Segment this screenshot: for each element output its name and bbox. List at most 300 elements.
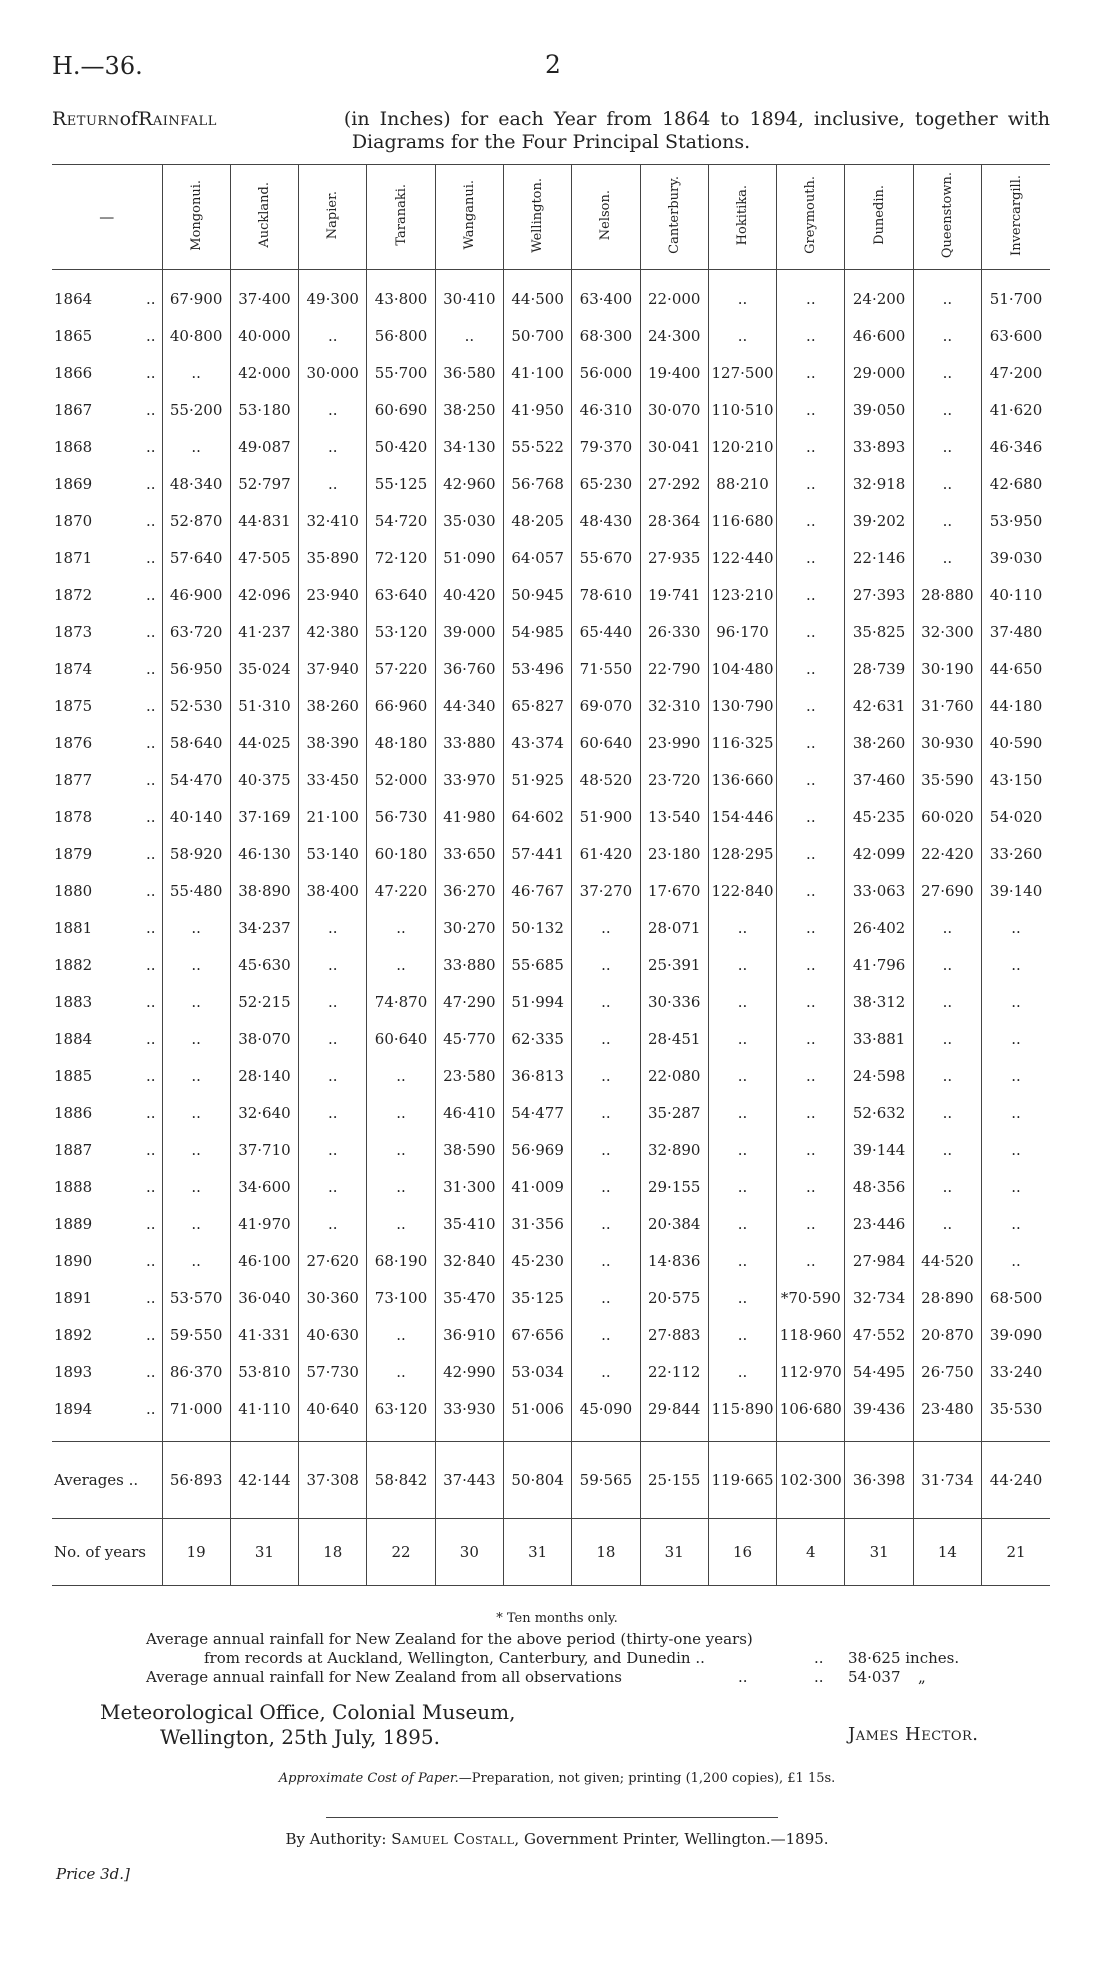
header-row (52, 165, 1050, 270)
spacer-cell (845, 1427, 913, 1442)
value-cell: 56·000 (572, 354, 640, 391)
value-cell: 50·132 (503, 909, 571, 946)
value-cell: .. (913, 317, 981, 354)
value-cell: 67·656 (503, 1316, 571, 1353)
year-label: 1881 (54, 918, 93, 937)
averages-row (52, 1442, 1050, 1519)
authority-post: , Government Printer, Wellington.—1895. (514, 1830, 829, 1848)
value-cell: 73·100 (367, 1279, 435, 1316)
table-row (52, 798, 1050, 835)
year-dots: .. (145, 1177, 156, 1196)
value-cell: 28·140 (230, 1057, 298, 1094)
value-cell: .. (299, 1205, 367, 1242)
station-header (845, 165, 913, 270)
value-cell: .. (572, 1168, 640, 1205)
value-cell: .. (708, 1131, 776, 1168)
printer-name: Samuel Costall (391, 1830, 515, 1848)
value-cell: 13·540 (640, 798, 708, 835)
note-line-3-ditto: „ (918, 1668, 926, 1686)
value-cell: 48·205 (503, 502, 571, 539)
value-cell: 52·530 (162, 687, 230, 724)
average-cell: 50·804 (503, 1442, 571, 1519)
value-cell: 35·287 (640, 1094, 708, 1131)
value-cell: 32·890 (640, 1131, 708, 1168)
value-cell: 69·070 (572, 687, 640, 724)
value-cell: 55·670 (572, 539, 640, 576)
value-cell: 36·910 (435, 1316, 503, 1353)
value-cell: 32·410 (299, 502, 367, 539)
year-cell (52, 687, 162, 724)
years-cell: 14 (913, 1519, 981, 1586)
place-line-1: Meteorological Office, Colonial Museum, (100, 1700, 516, 1724)
value-cell: 23·446 (845, 1205, 913, 1242)
value-cell: 53·496 (503, 650, 571, 687)
station-header (777, 165, 845, 270)
value-cell: .. (777, 1020, 845, 1057)
year-label: 1868 (54, 437, 93, 456)
value-cell: 42·680 (982, 465, 1050, 502)
value-cell: .. (708, 1242, 776, 1279)
value-cell: .. (777, 798, 845, 835)
year-cell (52, 650, 162, 687)
value-cell: 41·796 (845, 946, 913, 983)
value-cell: .. (162, 1057, 230, 1094)
value-cell: 33·650 (435, 835, 503, 872)
value-cell: 26·330 (640, 613, 708, 650)
value-cell: 33·450 (299, 761, 367, 798)
value-cell: 30·410 (435, 270, 503, 318)
page-number: 2 (545, 50, 561, 79)
year-cell (52, 761, 162, 798)
year-label: 1876 (54, 733, 93, 752)
value-cell: .. (913, 909, 981, 946)
value-cell: 33·970 (435, 761, 503, 798)
value-cell: 27·620 (299, 1242, 367, 1279)
note-line-3-value: 54·037 (848, 1668, 901, 1686)
station-name: Nelson. (598, 189, 614, 241)
note-line-1: Average annual rainfall for New Zealand for the above period (thirty-one years) (146, 1630, 753, 1648)
value-cell: 33·240 (982, 1353, 1050, 1390)
value-cell: 46·410 (435, 1094, 503, 1131)
value-cell: 55·685 (503, 946, 571, 983)
value-cell: 79·370 (572, 428, 640, 465)
year-cell (52, 1353, 162, 1390)
value-cell: .. (572, 1242, 640, 1279)
value-cell: .. (435, 317, 503, 354)
station-header (572, 165, 640, 270)
value-cell: .. (162, 946, 230, 983)
year-dots: .. (145, 585, 156, 604)
value-cell: 39·140 (982, 872, 1050, 909)
value-cell: .. (777, 428, 845, 465)
value-cell: 53·180 (230, 391, 298, 428)
years-cell: 18 (299, 1519, 367, 1586)
value-cell: 47·505 (230, 539, 298, 576)
value-cell: 39·144 (845, 1131, 913, 1168)
value-cell: .. (913, 465, 981, 502)
value-cell: 38·260 (845, 724, 913, 761)
value-cell: .. (708, 983, 776, 1020)
station-name: Wellington. (530, 177, 546, 253)
value-cell: .. (777, 835, 845, 872)
value-cell: 48·430 (572, 502, 640, 539)
value-cell: 32·840 (435, 1242, 503, 1279)
value-cell: 40·375 (230, 761, 298, 798)
year-cell (52, 576, 162, 613)
value-cell: 64·602 (503, 798, 571, 835)
value-cell: .. (777, 909, 845, 946)
spacer-row (52, 1427, 1050, 1442)
value-cell: .. (299, 1168, 367, 1205)
value-cell: 39·030 (982, 539, 1050, 576)
average-cell: 102·300 (777, 1442, 845, 1519)
value-cell: 46·767 (503, 872, 571, 909)
value-cell: 45·630 (230, 946, 298, 983)
value-cell: 56·730 (367, 798, 435, 835)
year-dots: .. (145, 326, 156, 345)
value-cell: 63·600 (982, 317, 1050, 354)
value-cell: .. (913, 1131, 981, 1168)
year-cell (52, 317, 162, 354)
value-cell: 27·935 (640, 539, 708, 576)
year-label: 1883 (54, 992, 93, 1011)
value-cell: 29·000 (845, 354, 913, 391)
value-cell: 43·374 (503, 724, 571, 761)
value-cell: 60·020 (913, 798, 981, 835)
spacer-cell (435, 1427, 503, 1442)
year-label: 1865 (54, 326, 93, 345)
year-dots: .. (145, 437, 156, 456)
average-cell: 56·893 (162, 1442, 230, 1519)
value-cell: .. (367, 946, 435, 983)
year-cell (52, 354, 162, 391)
year-dots: .. (145, 400, 156, 419)
table-row (52, 270, 1050, 318)
value-cell: .. (777, 983, 845, 1020)
value-cell: .. (572, 983, 640, 1020)
year-dots: .. (145, 363, 156, 382)
value-cell: .. (162, 1094, 230, 1131)
station-header (982, 165, 1050, 270)
year-label: 1875 (54, 696, 93, 715)
value-cell: 38·400 (299, 872, 367, 909)
value-cell: 32·640 (230, 1094, 298, 1131)
table-row (52, 576, 1050, 613)
value-cell: 27·984 (845, 1242, 913, 1279)
value-cell: 41·331 (230, 1316, 298, 1353)
spacer-cell (777, 1427, 845, 1442)
value-cell: 33·880 (435, 724, 503, 761)
value-cell: .. (162, 909, 230, 946)
average-cell: 59·565 (572, 1442, 640, 1519)
value-cell: 46·100 (230, 1242, 298, 1279)
value-cell: 19·741 (640, 576, 708, 613)
year-label: 1888 (54, 1177, 93, 1196)
average-cell: 119·665 (708, 1442, 776, 1519)
table-row (52, 428, 1050, 465)
value-cell: 22·112 (640, 1353, 708, 1390)
value-cell: .. (572, 1057, 640, 1094)
value-cell: 127·500 (708, 354, 776, 391)
spacer-cell (913, 1427, 981, 1442)
value-cell: .. (572, 1316, 640, 1353)
value-cell: .. (982, 983, 1050, 1020)
value-cell: 23·580 (435, 1057, 503, 1094)
value-cell: .. (777, 270, 845, 318)
value-cell: 30·360 (299, 1279, 367, 1316)
value-cell: 35·030 (435, 502, 503, 539)
value-cell: 54·495 (845, 1353, 913, 1390)
rainfall-table (52, 164, 1050, 1586)
value-cell: 54·470 (162, 761, 230, 798)
value-cell: 63·120 (367, 1390, 435, 1427)
value-cell: .. (572, 909, 640, 946)
value-cell: 55·700 (367, 354, 435, 391)
year-cell (52, 1094, 162, 1131)
value-cell: 36·040 (230, 1279, 298, 1316)
value-cell: 54·720 (367, 502, 435, 539)
value-cell: 28·739 (845, 650, 913, 687)
station-header (913, 165, 981, 270)
value-cell: 39·000 (435, 613, 503, 650)
value-cell: .. (913, 983, 981, 1020)
value-cell: 44·831 (230, 502, 298, 539)
year-label: 1878 (54, 807, 93, 826)
year-label: 1892 (54, 1325, 93, 1344)
value-cell: 45·230 (503, 1242, 571, 1279)
value-cell: 71·000 (162, 1390, 230, 1427)
value-cell: 55·522 (503, 428, 571, 465)
year-label: 1866 (54, 363, 93, 382)
value-cell: 23·480 (913, 1390, 981, 1427)
spacer-cell (572, 1427, 640, 1442)
station-header (503, 165, 571, 270)
year-dots: .. (145, 622, 156, 641)
value-cell: 123·210 (708, 576, 776, 613)
value-cell: 58·920 (162, 835, 230, 872)
station-name: Napier. (325, 190, 341, 240)
year-label: 1872 (54, 585, 93, 604)
year-cell (52, 1057, 162, 1094)
value-cell: 63·400 (572, 270, 640, 318)
divider (326, 1817, 778, 1818)
value-cell: 104·480 (708, 650, 776, 687)
value-cell: 41·970 (230, 1205, 298, 1242)
spacer-cell (162, 1427, 230, 1442)
value-cell: .. (982, 1020, 1050, 1057)
value-cell: 50·945 (503, 576, 571, 613)
value-cell: 22·420 (913, 835, 981, 872)
years-cell: 21 (982, 1519, 1050, 1586)
value-cell: 39·050 (845, 391, 913, 428)
value-cell: 68·500 (982, 1279, 1050, 1316)
year-dots: .. (145, 733, 156, 752)
table-row (52, 724, 1050, 761)
value-cell: 41·620 (982, 391, 1050, 428)
year-label: 1882 (54, 955, 93, 974)
value-cell: 35·125 (503, 1279, 571, 1316)
station-name: Wanganui. (461, 180, 477, 250)
value-cell: .. (777, 1168, 845, 1205)
value-cell: 39·202 (845, 502, 913, 539)
table-row (52, 650, 1050, 687)
value-cell: 57·730 (299, 1353, 367, 1390)
spacer-cell (503, 1427, 571, 1442)
year-dots: .. (145, 844, 156, 863)
value-cell: .. (572, 1020, 640, 1057)
value-cell: 53·120 (367, 613, 435, 650)
averages-label: Averages .. (52, 1442, 162, 1519)
note-line-2: from records at Auckland, Wellington, Canterbury, and Dunedin .. (204, 1649, 705, 1667)
value-cell: 28·071 (640, 909, 708, 946)
value-cell: 46·900 (162, 576, 230, 613)
year-cell (52, 613, 162, 650)
value-cell: 42·000 (230, 354, 298, 391)
value-cell: 116·325 (708, 724, 776, 761)
value-cell: 23·720 (640, 761, 708, 798)
value-cell: .. (982, 1094, 1050, 1131)
years-cell: 31 (503, 1519, 571, 1586)
year-cell (52, 798, 162, 835)
year-label: 1867 (54, 400, 93, 419)
value-cell: .. (777, 946, 845, 983)
station-name: Hokitika. (735, 184, 751, 246)
value-cell: 46·310 (572, 391, 640, 428)
title-rest: (in Inches) for each Year from 1864 to 1894, inclusive, together with (343, 108, 1050, 130)
year-label: 1873 (54, 622, 93, 641)
value-cell: .. (162, 1205, 230, 1242)
value-cell: 52·000 (367, 761, 435, 798)
value-cell: .. (777, 391, 845, 428)
value-cell: 38·260 (299, 687, 367, 724)
value-cell: 44·520 (913, 1242, 981, 1279)
value-cell: 60·180 (367, 835, 435, 872)
value-cell: 40·640 (299, 1390, 367, 1427)
station-header (640, 165, 708, 270)
table-row (52, 1242, 1050, 1279)
value-cell: 36·813 (503, 1057, 571, 1094)
value-cell: 38·590 (435, 1131, 503, 1168)
year-cell (52, 909, 162, 946)
value-cell: 42·631 (845, 687, 913, 724)
year-label: 1889 (54, 1214, 93, 1233)
value-cell: .. (777, 1205, 845, 1242)
value-cell: .. (299, 391, 367, 428)
value-cell: 52·215 (230, 983, 298, 1020)
value-cell: 41·980 (435, 798, 503, 835)
value-cell: 60·690 (367, 391, 435, 428)
value-cell: 61·420 (572, 835, 640, 872)
value-cell: 30·270 (435, 909, 503, 946)
value-cell: 38·890 (230, 872, 298, 909)
value-cell: 27·292 (640, 465, 708, 502)
value-cell: 45·235 (845, 798, 913, 835)
value-cell: 53·810 (230, 1353, 298, 1390)
value-cell: .. (913, 539, 981, 576)
value-cell: .. (982, 1242, 1050, 1279)
value-cell: .. (162, 983, 230, 1020)
table-row (52, 909, 1050, 946)
value-cell: 48·340 (162, 465, 230, 502)
table-row (52, 1353, 1050, 1390)
value-cell: .. (299, 317, 367, 354)
station-header (435, 165, 503, 270)
year-dots: .. (145, 696, 156, 715)
title-line-2: Diagrams for the Four Principal Stations. (351, 131, 751, 153)
average-cell: 42·144 (230, 1442, 298, 1519)
cost-of-paper (0, 1771, 1114, 1786)
value-cell: .. (162, 354, 230, 391)
value-cell: 56·950 (162, 650, 230, 687)
station-name: Auckland. (256, 182, 272, 248)
value-cell: .. (777, 502, 845, 539)
value-cell: 40·630 (299, 1316, 367, 1353)
year-cell (52, 428, 162, 465)
value-cell: 36·580 (435, 354, 503, 391)
year-dots: .. (145, 474, 156, 493)
value-cell: .. (299, 1057, 367, 1094)
year-label: 1877 (54, 770, 93, 789)
year-dots: .. (145, 289, 156, 308)
value-cell: 32·918 (845, 465, 913, 502)
year-label: 1880 (54, 881, 93, 900)
value-cell: 40·590 (982, 724, 1050, 761)
value-cell: 48·180 (367, 724, 435, 761)
value-cell: 38·390 (299, 724, 367, 761)
station-name: Taranaki. (393, 184, 409, 246)
value-cell: 63·720 (162, 613, 230, 650)
year-label: 1874 (54, 659, 93, 678)
value-cell: 33·063 (845, 872, 913, 909)
value-cell: .. (708, 1353, 776, 1390)
value-cell: 68·300 (572, 317, 640, 354)
value-cell: 47·552 (845, 1316, 913, 1353)
value-cell: 42·990 (435, 1353, 503, 1390)
value-cell: 32·734 (845, 1279, 913, 1316)
value-cell: 59·550 (162, 1316, 230, 1353)
year-dots: .. (145, 1325, 156, 1344)
value-cell: 51·700 (982, 270, 1050, 318)
value-cell: 30·070 (640, 391, 708, 428)
value-cell: .. (299, 465, 367, 502)
average-cell: 58·842 (367, 1442, 435, 1519)
table-row (52, 1020, 1050, 1057)
value-cell: 35·410 (435, 1205, 503, 1242)
value-cell: 23·180 (640, 835, 708, 872)
value-cell: 65·440 (572, 613, 640, 650)
year-dots: .. (145, 992, 156, 1011)
value-cell: 115·890 (708, 1390, 776, 1427)
years-cell: 18 (572, 1519, 640, 1586)
value-cell: .. (367, 1316, 435, 1353)
value-cell: 35·024 (230, 650, 298, 687)
value-cell: 42·099 (845, 835, 913, 872)
year-cell (52, 946, 162, 983)
value-cell: 25·391 (640, 946, 708, 983)
year-label: 1885 (54, 1066, 93, 1085)
value-cell: .. (982, 1168, 1050, 1205)
years-cell: 31 (845, 1519, 913, 1586)
value-cell: 45·770 (435, 1020, 503, 1057)
value-cell: .. (367, 1094, 435, 1131)
table-row (52, 946, 1050, 983)
station-header (162, 165, 230, 270)
value-cell: 37·400 (230, 270, 298, 318)
price: Price 3d.] (56, 1865, 130, 1883)
year-label: 1887 (54, 1140, 93, 1159)
table-row (52, 1131, 1050, 1168)
value-cell: 44·500 (503, 270, 571, 318)
